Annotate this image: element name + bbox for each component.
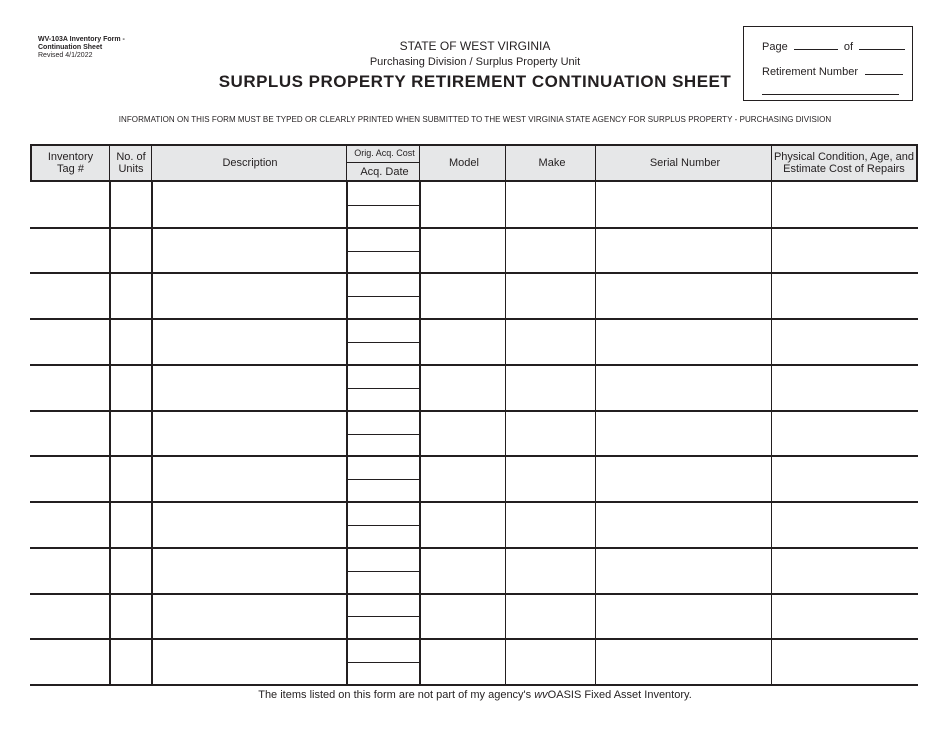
cell-model[interactable] (423, 414, 503, 454)
footer-note (100, 689, 850, 701)
cost-date-split-line (347, 251, 420, 252)
cell-description[interactable] (155, 505, 344, 545)
cell-acq-date[interactable] (350, 665, 417, 682)
form-id-line2: Continuation Sheet (38, 44, 103, 51)
table-header (30, 144, 918, 182)
cell-serial[interactable] (599, 231, 769, 271)
cell-inventory-tag[interactable] (33, 459, 107, 499)
form-id-line1: WV-103A Inventory Form - (38, 36, 125, 43)
cost-date-split-line (347, 388, 420, 389)
row-divider (30, 455, 918, 457)
cost-date-split-line (347, 662, 420, 663)
cell-acq-date[interactable] (350, 299, 417, 316)
row-divider (30, 318, 918, 320)
cell-acq-date[interactable] (350, 574, 417, 591)
cell-make[interactable] (509, 322, 593, 362)
page-title: SURPLUS PROPERTY RETIREMENT CONTINUATION SHEET (218, 72, 732, 91)
footer-suffix: OASIS Fixed Asset Inventory. (547, 689, 692, 701)
row-divider (30, 684, 918, 686)
cost-date-split-line (347, 571, 420, 572)
cell-description[interactable] (155, 322, 344, 362)
cell-make[interactable] (509, 505, 593, 545)
header-units: No. of Units (116, 150, 146, 175)
row-divider (30, 547, 918, 549)
cell-condition[interactable] (775, 231, 915, 271)
header-column-divider (109, 144, 110, 182)
cell-make[interactable] (509, 597, 593, 637)
cell-inventory-tag[interactable] (33, 505, 107, 545)
cell-condition[interactable] (775, 551, 915, 591)
cell-condition[interactable] (775, 276, 915, 316)
row-divider (30, 638, 918, 640)
cell-model[interactable] (423, 459, 503, 499)
cell-inventory-tag[interactable] (33, 322, 107, 362)
cost-date-split-line (347, 434, 420, 435)
cell-orig-cost[interactable] (350, 276, 417, 293)
cell-serial[interactable] (599, 597, 769, 637)
cell-serial[interactable] (599, 459, 769, 499)
cell-orig-cost[interactable] (350, 597, 417, 614)
row-divider (30, 272, 918, 274)
page-label: Page (762, 41, 788, 53)
cell-serial[interactable] (599, 505, 769, 545)
cell-model[interactable] (423, 551, 503, 591)
page-number-field[interactable] (794, 39, 838, 50)
cell-orig-cost[interactable] (350, 642, 417, 659)
cell-serial[interactable] (599, 551, 769, 591)
cell-orig-cost[interactable] (350, 459, 417, 476)
cell-units[interactable] (113, 322, 149, 362)
cell-description[interactable] (155, 414, 344, 454)
division-heading: Purchasing Division / Surplus Property Unit (369, 56, 581, 68)
cell-serial[interactable] (599, 322, 769, 362)
cell-inventory-tag[interactable] (33, 414, 107, 454)
header-column-divider (771, 144, 772, 182)
cell-inventory-tag[interactable] (33, 642, 107, 682)
page-total-field[interactable] (859, 39, 905, 50)
header-acq-date: Acq. Date (360, 166, 409, 178)
cell-description[interactable] (155, 642, 344, 682)
cell-description[interactable] (155, 368, 344, 408)
header-make: Make (538, 156, 566, 169)
row-divider (30, 364, 918, 366)
cell-description[interactable] (155, 276, 344, 316)
cell-units[interactable] (113, 459, 149, 499)
cell-model[interactable] (423, 597, 503, 637)
cell-condition[interactable] (775, 368, 915, 408)
cell-acq-date[interactable] (350, 482, 417, 499)
cell-acq-date[interactable] (350, 619, 417, 636)
row-divider (30, 410, 918, 412)
cell-orig-cost[interactable] (350, 322, 417, 339)
cell-acq-date[interactable] (350, 391, 417, 408)
cell-make[interactable] (509, 185, 593, 225)
cell-serial[interactable] (599, 276, 769, 316)
cell-description[interactable] (155, 185, 344, 225)
state-heading: STATE OF WEST VIRGINIA (399, 39, 551, 53)
header-condition: Physical Condition, Age, and Estimate Cost of Repairs (773, 150, 915, 175)
header-column-divider (419, 144, 420, 182)
cell-model[interactable] (423, 368, 503, 408)
retirement-number-field-line2[interactable] (762, 94, 899, 95)
row-divider (30, 593, 918, 595)
cell-model[interactable] (423, 642, 503, 682)
cell-inventory-tag[interactable] (33, 368, 107, 408)
cell-model[interactable] (423, 322, 503, 362)
cell-description[interactable] (155, 551, 344, 591)
cell-condition[interactable] (775, 322, 915, 362)
cell-acq-date[interactable] (350, 437, 417, 454)
header-column-divider (346, 144, 347, 182)
form-revised-date: Revised 4/1/2022 (38, 52, 93, 59)
cell-make[interactable] (509, 368, 593, 408)
cell-units[interactable] (113, 505, 149, 545)
cell-units[interactable] (113, 597, 149, 637)
cell-inventory-tag[interactable] (33, 185, 107, 225)
cell-orig-cost[interactable] (350, 505, 417, 522)
cell-inventory-tag[interactable] (33, 597, 107, 637)
header-cost-split-line (347, 162, 420, 163)
cell-units[interactable] (113, 642, 149, 682)
cost-date-split-line (347, 296, 420, 297)
column-divider (151, 182, 153, 685)
page-info-box (743, 26, 913, 101)
page-number-row (762, 39, 905, 53)
cell-make[interactable] (509, 551, 593, 591)
header-model: Model (449, 156, 479, 169)
cell-serial[interactable] (599, 642, 769, 682)
cell-inventory-tag[interactable] (33, 231, 107, 271)
row-divider (30, 227, 918, 229)
cell-serial[interactable] (599, 368, 769, 408)
cell-condition[interactable] (775, 414, 915, 454)
cell-orig-cost[interactable] (350, 231, 417, 248)
header-inventory-tag: Inventory Tag # (47, 150, 94, 175)
cell-condition[interactable] (775, 459, 915, 499)
column-divider (505, 182, 506, 685)
cell-model[interactable] (423, 185, 503, 225)
header-column-divider (505, 144, 506, 182)
cell-orig-cost[interactable] (350, 368, 417, 385)
retirement-number-row (762, 64, 903, 78)
row-divider (30, 501, 918, 503)
cell-acq-date[interactable] (350, 254, 417, 271)
cell-orig-cost[interactable] (350, 551, 417, 568)
cell-serial[interactable] (599, 185, 769, 225)
cell-condition[interactable] (775, 597, 915, 637)
cost-date-split-line (347, 616, 420, 617)
cell-orig-cost[interactable] (350, 185, 417, 202)
cell-inventory-tag[interactable] (33, 276, 107, 316)
cell-acq-date[interactable] (350, 208, 417, 225)
header-serial-number: Serial Number (649, 156, 721, 169)
cell-make[interactable] (509, 414, 593, 454)
footer-italic: wv (534, 689, 548, 701)
cell-model[interactable] (423, 231, 503, 271)
cell-units[interactable] (113, 276, 149, 316)
cell-make[interactable] (509, 276, 593, 316)
cell-acq-date[interactable] (350, 528, 417, 545)
cell-units[interactable] (113, 231, 149, 271)
cell-make[interactable] (509, 459, 593, 499)
retirement-number-field[interactable] (865, 64, 903, 75)
cell-description[interactable] (155, 459, 344, 499)
header-orig-acq-cost: Orig. Acq. Cost (354, 148, 415, 158)
header-column-divider (595, 144, 596, 182)
cell-make[interactable] (509, 642, 593, 682)
retirement-number-label: Retirement Number (762, 66, 858, 78)
cell-units[interactable] (113, 551, 149, 591)
cell-condition[interactable] (775, 642, 915, 682)
header-column-divider (151, 144, 152, 182)
form-identifier (38, 36, 125, 60)
cost-date-split-line (347, 479, 420, 480)
header-description: Description (222, 156, 278, 169)
cell-model[interactable] (423, 276, 503, 316)
cell-condition[interactable] (775, 505, 915, 545)
cell-description[interactable] (155, 231, 344, 271)
cost-date-split-line (347, 205, 420, 206)
cell-units[interactable] (113, 185, 149, 225)
cell-description[interactable] (155, 597, 344, 637)
cell-units[interactable] (113, 414, 149, 454)
cell-inventory-tag[interactable] (33, 551, 107, 591)
cell-orig-cost[interactable] (350, 414, 417, 431)
column-divider (109, 182, 111, 685)
cell-acq-date[interactable] (350, 345, 417, 362)
column-divider (595, 182, 596, 685)
cell-condition[interactable] (775, 185, 915, 225)
footer-prefix: The items listed on this form are not part of my agency's (258, 689, 535, 701)
cell-make[interactable] (509, 231, 593, 271)
cost-date-split-line (347, 525, 420, 526)
column-divider (771, 182, 772, 685)
of-label: of (843, 41, 854, 53)
cell-units[interactable] (113, 368, 149, 408)
instructions-text: INFORMATION ON THIS FORM MUST BE TYPED OR CLEARLY PRINTED WHEN SUBMITTED TO THE WEST VIRGINIA STATE AGENCY FOR SURPLUS PROPERTY - PURCHASING DIVISION (118, 115, 832, 124)
cell-model[interactable] (423, 505, 503, 545)
cell-serial[interactable] (599, 414, 769, 454)
cost-date-split-line (347, 342, 420, 343)
